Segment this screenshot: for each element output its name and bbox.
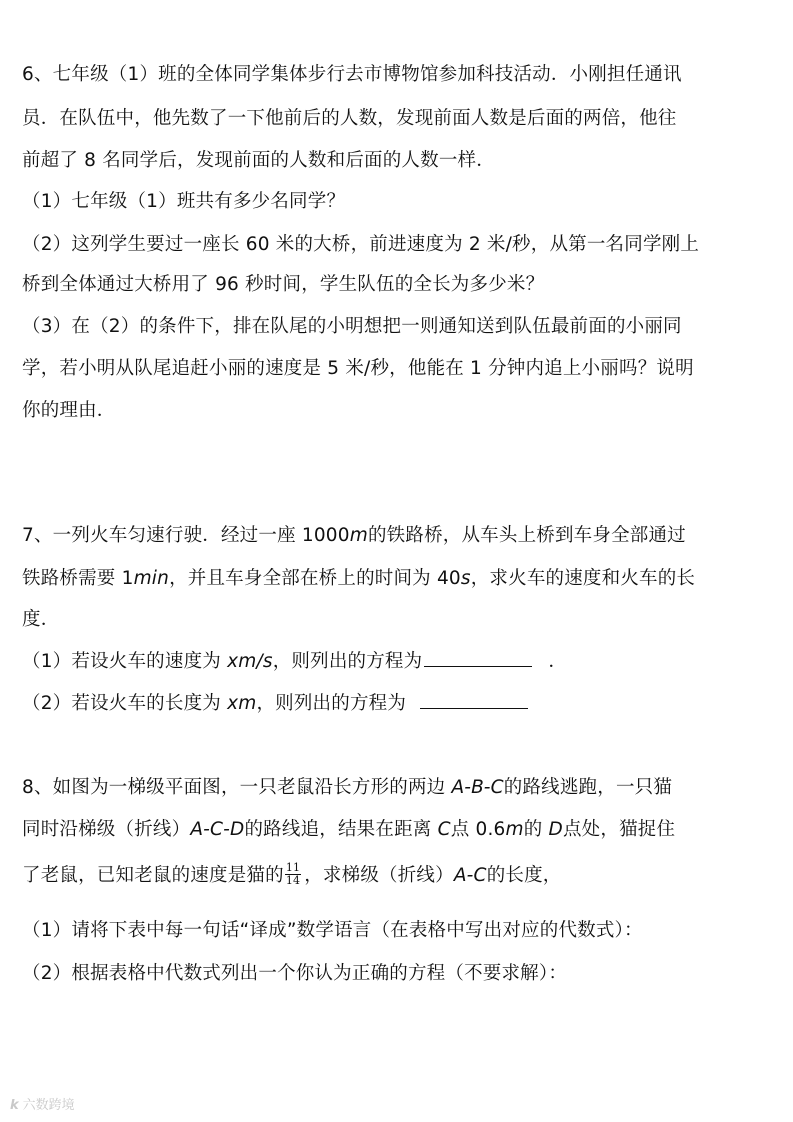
q6-line-7: （3）在（2）的条件下，排在队尾的小明想把一则通知送到队伍最前面的小丽同 [22, 316, 682, 337]
q8-line-3: 了老鼠，已知老鼠的速度是猫的 $\frac{11}{14}$ ，求梯级（折线）A-C的长度， [22, 860, 562, 887]
q6-line-1: 6、七年级（1）班的全体同学集体步行去市博物馆参加科技活动．小刚担任通讯 [22, 64, 682, 85]
watermark-logo-icon: k [10, 1098, 19, 1113]
q8-line-2: 同时沿梯级（折线）A-C-D的路线追，结果在距离 C点 0.6m的 D点处，猫捉住 [22, 819, 676, 840]
q7-line-4: （1）若设火车的速度为 xm/s，则列出的方程为 ． [22, 646, 782, 677]
q6-line-6: 桥到全体通过大桥用了 96 秒时间，学生队伍的全长为多少米？ [22, 274, 545, 295]
q6-line-5: （2）这列学生要过一座长 60 米的大桥，前进速度为 2 米/秒，从第一名同学刚上 [22, 234, 700, 255]
q7-line-3: 度． [22, 609, 60, 630]
q8-line-5: （2）根据表格中代数式列出一个你认为正确的方程（不要求解）： [22, 963, 568, 984]
q6-line-2: 员．在队伍中，他先数了一下他前后的人数，发现前面人数是后面的两倍，他往 [22, 108, 677, 129]
q6-line-3: 前超了 8 名同学后，发现前面的人数和后面的人数一样． [22, 150, 495, 171]
q6-line-4: （1）七年级（1）班共有多少名同学？ [22, 191, 346, 212]
q6-line-9: 你的理由． [22, 400, 116, 421]
fraction: $\frac{11}{14}$ [285, 860, 301, 887]
q7-line-2: 铁路桥需要 1min，并且车身全部在桥上的时间为 40s，求火车的速度和火车的长 [22, 568, 696, 589]
q7-line-5: （2）若设火车的长度为 xm，则列出的方程为 [22, 688, 782, 719]
answer-blank-1[interactable] [424, 646, 532, 667]
watermark-text: 六数跨境 [22, 1098, 75, 1113]
q6-line-8: 学，若小明从队尾追赶小丽的速度是 5 米/秒，他能在 1 分钟内追上小丽吗？说明 [22, 358, 694, 379]
q8-line-1: 8、如图为一梯级平面图，一只老鼠沿长方形的两边 A-B-C的路线逃跑，一只猫 [22, 777, 673, 798]
q8-line-4: （1）请将下表中每一句话“译成”数学语言（在表格中写出对应的代数式）： [22, 920, 643, 941]
answer-blank-2[interactable] [420, 688, 528, 709]
watermark [10, 1094, 75, 1113]
q7-line-1: 7、一列火车匀速行驶．经过一座 1000m的铁路桥，从车头上桥到车身全部通过 [22, 525, 686, 546]
